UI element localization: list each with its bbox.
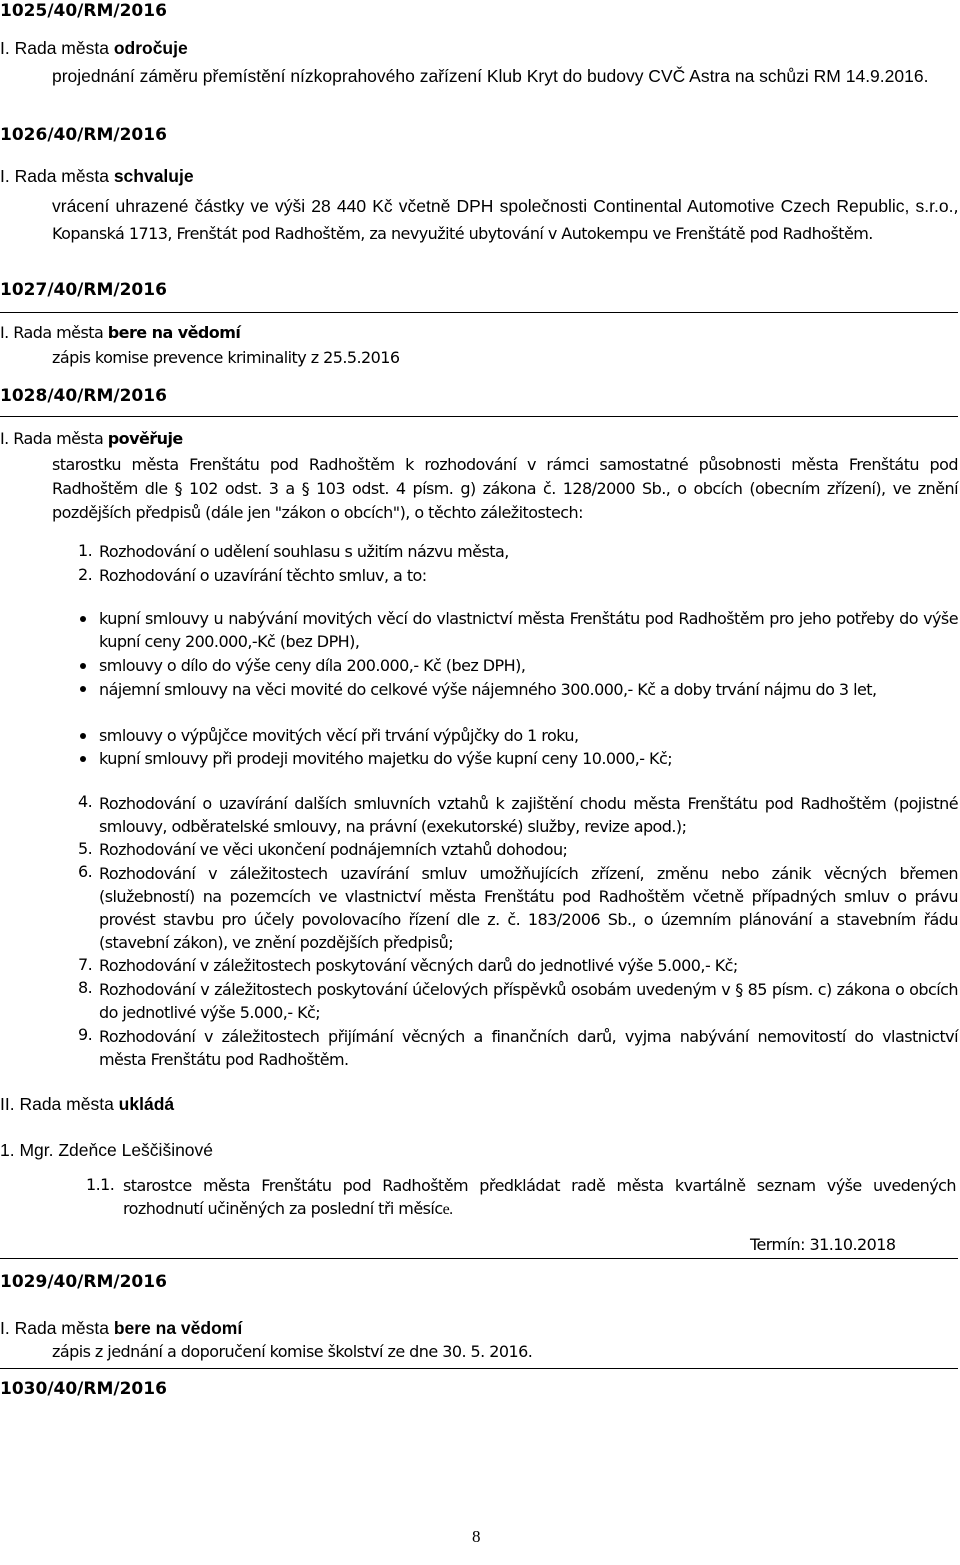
bullet-icon xyxy=(80,663,86,669)
resolution-heading-1025: 1025/40/RM/2016 xyxy=(0,1,167,21)
resolution-verb: ukládá xyxy=(118,1094,175,1114)
bullet-icon xyxy=(80,616,86,622)
list-item: Rozhodování ve věci ukončení podnájemních vztahů dohodou; xyxy=(99,840,568,859)
list-item: kupní smlouvy při prodeji movitého majetku do výše kupní ceny 10.000,- Kč; xyxy=(99,749,673,768)
divider xyxy=(0,1368,958,1369)
resolution-text-1026: vrácení uhrazené částky ve výši 28 440 Kč včetně DPH společnosti Continental Automotive Czech Republic, s.r.o., Kopanská 1713, Frenštát pod Radhoštěm, za nevyužité ubytování v Autokempu ve Frenštátě pod Radhoštěm. xyxy=(52,196,958,243)
list-item: smlouvy o dílo do výše ceny díla 200.000,- Kč (bez DPH), xyxy=(99,656,526,675)
list-number: 9. xyxy=(78,1025,93,1044)
resolution-heading-1027: 1027/40/RM/2016 xyxy=(0,280,167,300)
bullet-icon xyxy=(80,686,86,692)
list-number: 8. xyxy=(78,978,93,997)
resolution-line-1026: I. Rada města schvaluje xyxy=(0,166,194,186)
resolution-text-1029: zápis z jednání a doporučení komise školství ze dne 30. 5. 2016. xyxy=(52,1342,533,1361)
task-number: 1.1. xyxy=(86,1175,115,1194)
resolution-heading-1030: 1030/40/RM/2016 xyxy=(0,1379,167,1399)
list-number: 4. xyxy=(78,792,93,811)
resolution-verb: bere na vědomí xyxy=(113,1318,243,1338)
list-item: Rozhodování v záležitostech přijímání věcných a finančních darů, vyjma nabývání nemovitostí do vlastnictví města Frenštátu pod Radhoštěm. xyxy=(99,1027,958,1069)
resolution-line-1025: I. Rada města odročuje xyxy=(0,38,188,58)
list-item: smlouvy o výpůjčce movitých věcí při trvání výpůjčky do 1 roku, xyxy=(99,726,579,745)
list-number: 5. xyxy=(78,839,93,858)
deadline: Termín: 31.10.2018 xyxy=(750,1235,896,1254)
resolution-line-1029: I. Rada města bere na vědomí xyxy=(0,1318,243,1338)
list-item: Rozhodování o uzavírání dalších smluvních vztahů k zajištění chodu města Frenštátu pod Radhoštěm (pojistné smlouvy, odběratelské smlouvy, na právní (exekutorské) služby, revize apod.); xyxy=(99,794,958,836)
resolution-verb: schvaluje xyxy=(113,166,194,186)
list-item: nájemní smlouvy na věci movité do celkové výše nájemného 300.000,- Kč a doby trvání nájmu do 3 let, xyxy=(99,680,877,699)
resolution-line-1028: I. Rada města pověřuje xyxy=(0,429,183,448)
list-item: kupní smlouvy u nabývání movitých věcí do vlastnictví města Frenštátu pod Radhoštěm pro jeho potřeby do výše kupní ceny 200.000,-Kč (bez DPH), xyxy=(99,609,958,651)
resolution-heading-1029: 1029/40/RM/2016 xyxy=(0,1272,167,1292)
page-number: 8 xyxy=(472,1527,481,1546)
list-item: Rozhodování o uzavírání těchto smluv, a to: xyxy=(99,566,427,585)
list-item: Rozhodování v záležitostech poskytování věcných darů do jednotlivé výše 5.000,- Kč; xyxy=(99,956,738,975)
resolution-line-1028-part2: II. Rada města ukládá xyxy=(0,1094,175,1114)
divider xyxy=(0,1258,958,1259)
assignee: 1. Mgr. Zdeňce Leščišinové xyxy=(0,1140,214,1160)
bullet-icon xyxy=(80,733,86,739)
resolution-verb: odročuje xyxy=(113,38,188,58)
divider xyxy=(0,416,958,417)
list-item: Rozhodování o udělení souhlasu s užitím názvu města, xyxy=(99,542,509,561)
resolution-text-1027: zápis komise prevence kriminality z 25.5.2016 xyxy=(52,348,400,367)
resolution-verb: pověřuje xyxy=(107,429,183,448)
divider xyxy=(0,312,958,313)
list-number: 6. xyxy=(78,862,93,881)
list-item: Rozhodování v záležitostech uzavírání smluv umožňujících zřízení, změnu nebo zánik věcných břemen (služebností) na pozemcích ve vlastnictví města Frenštátu pod Radhoštěm včetně případných smluv o právu provést stavbu pro účely povolovacího řízení dle z. č. 183/2006 Sb., o územním plánování a stavebním řádu (stavební zákon), ve znění pozdějších předpisů; xyxy=(99,864,958,952)
resolution-intro-1028: starostku města Frenštátu pod Radhoštěm k rozhodování v rámci samostatné působnosti města Frenštátu pod Radhoštěm dle § 102 odst. 3 a § 103 odst. 4 písm. g) zákona č. 128/2000 Sb., o obcích (obecním zřízení), ve znění pozdějších předpisů (dále jen "zákon o obcích"), o těchto záležitostech: xyxy=(52,455,958,522)
list-number: 2. xyxy=(78,565,93,584)
task-text: starostce města Frenštátu pod Radhoštěm předkládat radě města kvartálně seznam výše uvedených rozhodnutí učiněných za poslední tři měsíce. xyxy=(123,1176,956,1218)
list-number: 1. xyxy=(78,541,93,560)
resolution-text-1025: projednání záměru přemístění nízkoprahového zařízení Klub Kryt do budovy CVČ Astra na schůzi RM 14.9.2016. xyxy=(52,66,929,86)
list-number: 7. xyxy=(78,955,93,974)
resolution-heading-1026: 1026/40/RM/2016 xyxy=(0,125,167,145)
resolution-line-1027: I. Rada města bere na vědomí xyxy=(0,323,241,342)
resolution-verb: bere na vědomí xyxy=(107,323,241,342)
list-item: Rozhodování v záležitostech poskytování účelových příspěvků osobám uvedeným v § 85 písm. c) zákona o obcích do jednotlivé výše 5.000,- Kč; xyxy=(99,980,958,1022)
resolution-heading-1028: 1028/40/RM/2016 xyxy=(0,386,167,406)
bullet-icon xyxy=(80,756,86,762)
